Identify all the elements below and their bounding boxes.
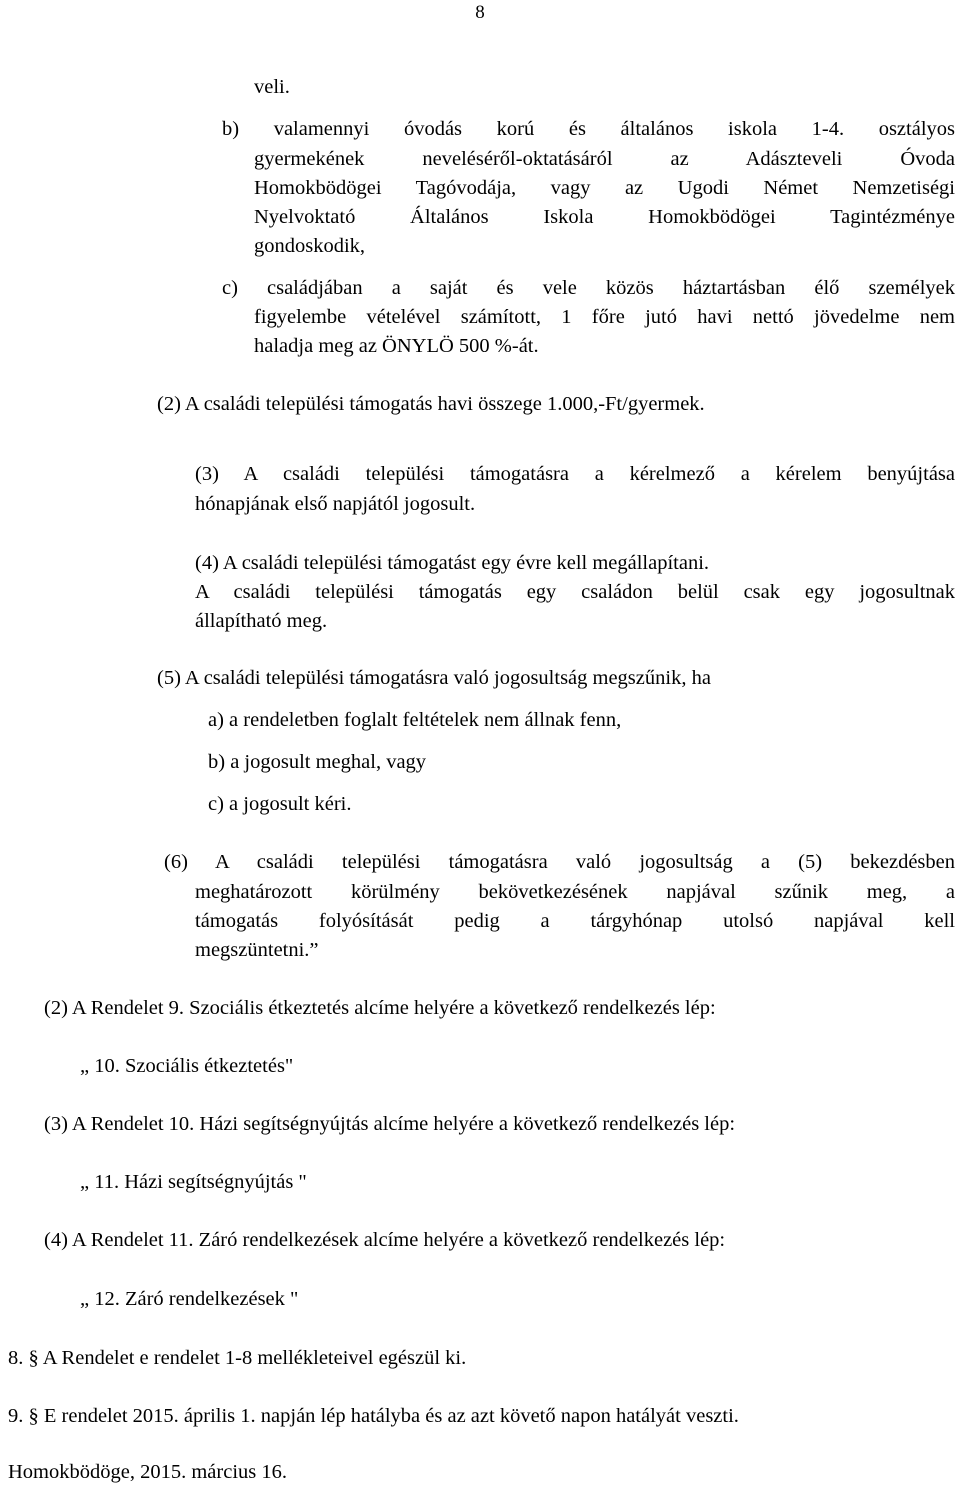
paragraph-4-line-2: A családi települési támogatás egy családon belül csak egy jogosultnak [195,581,955,603]
item-c-line-3: haladja meg az ÖNYLÖ 500 %-át. [254,335,539,357]
paragraph-5-item-b: b) a jogosult meghal, vagy [208,751,427,773]
amendment-2: (2) A Rendelet 9. Szociális étkeztetés alcíme helyére a következő rendelkezés lép: [44,997,716,1019]
amendment-4-quote: „ 12. Záró rendelkezések " [80,1288,299,1310]
item-b-line-3: Homokbödögei Tagóvodája, vagy az Ugodi Német Nemzetiségi [254,177,955,199]
paragraph-4-line-3: állapítható meg. [195,610,328,632]
paragraph-3-line-2: hónapjának első napjától jogosult. [195,493,476,515]
page-number: 8 [475,2,485,23]
item-c-line-1: c) családjában a saját és vele közös háztartásban élő személyek [222,277,955,299]
paragraph-3-line-1: (3) A családi települési támogatásra a kérelmező a kérelem benyújtása [195,463,955,485]
item-b-line-5: gondoskodik, [254,235,366,257]
paragraph-5-intro: (5) A családi települési támogatásra való jogosultság megszűnik, ha [157,667,711,689]
paragraph-6-line-1: (6) A családi települési támogatásra való jogosultság a (5) bekezdésben [164,851,955,873]
paragraph-5-item-a: a) a rendeletben foglalt feltételek nem állnak fenn, [208,709,622,731]
section-8: 8. § A Rendelet e rendelet 1-8 mellékleteivel egészül ki. [8,1347,467,1369]
amendment-3: (3) A Rendelet 10. Házi segítségnyújtás alcíme helyére a következő rendelkezés lép: [44,1113,736,1135]
paragraph-6-line-3: támogatás folyósítását pedig a tárgyhónap utolsó napjával kell [195,910,955,932]
item-c-line-2: figyelembe vételével számított, 1 főre jutó havi nettó jövedelme nem [254,306,955,328]
paragraph-5-item-c: c) a jogosult kéri. [208,793,352,815]
closing-place-date: Homokbödöge, 2015. március 16. [8,1461,287,1483]
item-b-line-4: Nyelvoktató Általános Iskola Homokbödögei Tagintézménye [254,206,955,228]
section-9: 9. § E rendelet 2015. április 1. napján lép hatályba és az azt követő napon hatályát veszti. [8,1405,739,1427]
amendment-4: (4) A Rendelet 11. Záró rendelkezések alcíme helyére a következő rendelkezés lép: [44,1229,726,1251]
paragraph-2: (2) A családi települési támogatás havi összege 1.000,-Ft/gyermek. [157,393,705,415]
item-b-line-1: b) valamennyi óvodás korú és általános iskola 1-4. osztályos [222,118,955,140]
amendment-2-quote: „ 10. Szociális étkeztetés" [80,1055,294,1077]
item-b-line-2: gyermekének neveléséről-oktatásáról az Adászteveli Óvoda [254,148,955,170]
amendment-3-quote: „ 11. Házi segítségnyújtás " [80,1171,307,1193]
paragraph-6-line-2: meghatározott körülmény bekövetkezésének napjával szűnik meg, a [195,881,955,903]
paragraph-4-line-1: (4) A családi települési támogatást egy évre kell megállapítani. [195,552,710,574]
continuation-text: veli. [254,76,290,98]
paragraph-6-line-4: megszüntetni.” [195,939,319,961]
